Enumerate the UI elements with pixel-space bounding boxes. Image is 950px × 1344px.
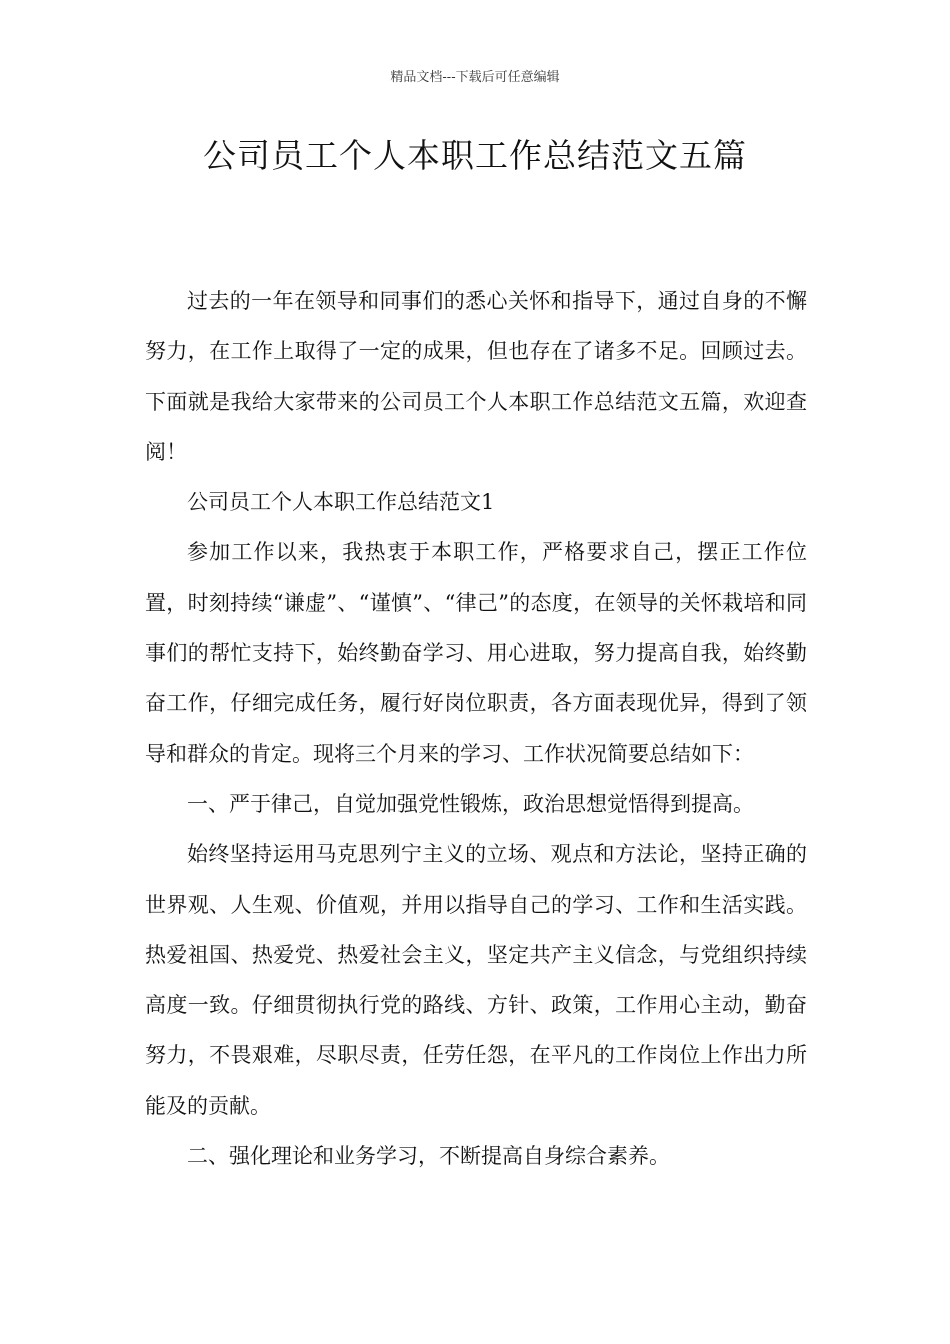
section-heading-1: 公司员工个人本职工作总结范文1 xyxy=(187,490,495,515)
body-paragraph-2: 始终坚持运用马克思列宁主义的立场、观点和方法论，坚持正确的世界观、人生观、价值观，并用以指导自己的学习、工作和生活实践。热爱祖国、热爱党、热爱社会主义，坚定共产主义信念，与党组织持续高度一致。仔细贯彻执行党的路线、方针、政策，工作用心主动，勤奋努力，不畏艰难，尽职尽责，任劳任怨，在平凡的工作岗位上作出力所能及的贡献。 xyxy=(145,842,807,1118)
intro-paragraph: 过去的一年在领导和同事们的悉心关怀和指导下，通过自身的不懈努力，在工作上取得了一定的成果，但也存在了诸多不足。回顾过去。下面就是我给大家带来的公司员工个人本职工作总结范文五篇，欢迎查阅！ xyxy=(145,289,807,464)
subheading-1: 一、严于律己，自觉加强党性锻炼，政治思想觉悟得到提高。 xyxy=(187,791,754,816)
body-paragraph-1: 参加工作以来，我热衷于本职工作，严格要求自己，摆正工作位置，时刻持续“谦虚”、“谨慎”、“律己”的态度，在领导的关怀栽培和同事们的帮忙支持下，始终勤奋学习、用心进取，努力提高自我，始终勤奋工作，仔细完成任务，履行好岗位职责，各方面表现优异，得到了领导和群众的肯定。现将三个月来的学习、工作状况简要总结如下： xyxy=(145,540,807,766)
subheading-2: 二、强化理论和业务学习，不断提高自身综合素养。 xyxy=(187,1144,670,1169)
header-note: 精品文档---下载后可任意编辑 xyxy=(390,70,560,85)
page-title: 公司员工个人本职工作总结范文五篇 xyxy=(203,136,747,175)
document-body xyxy=(145,276,807,1181)
